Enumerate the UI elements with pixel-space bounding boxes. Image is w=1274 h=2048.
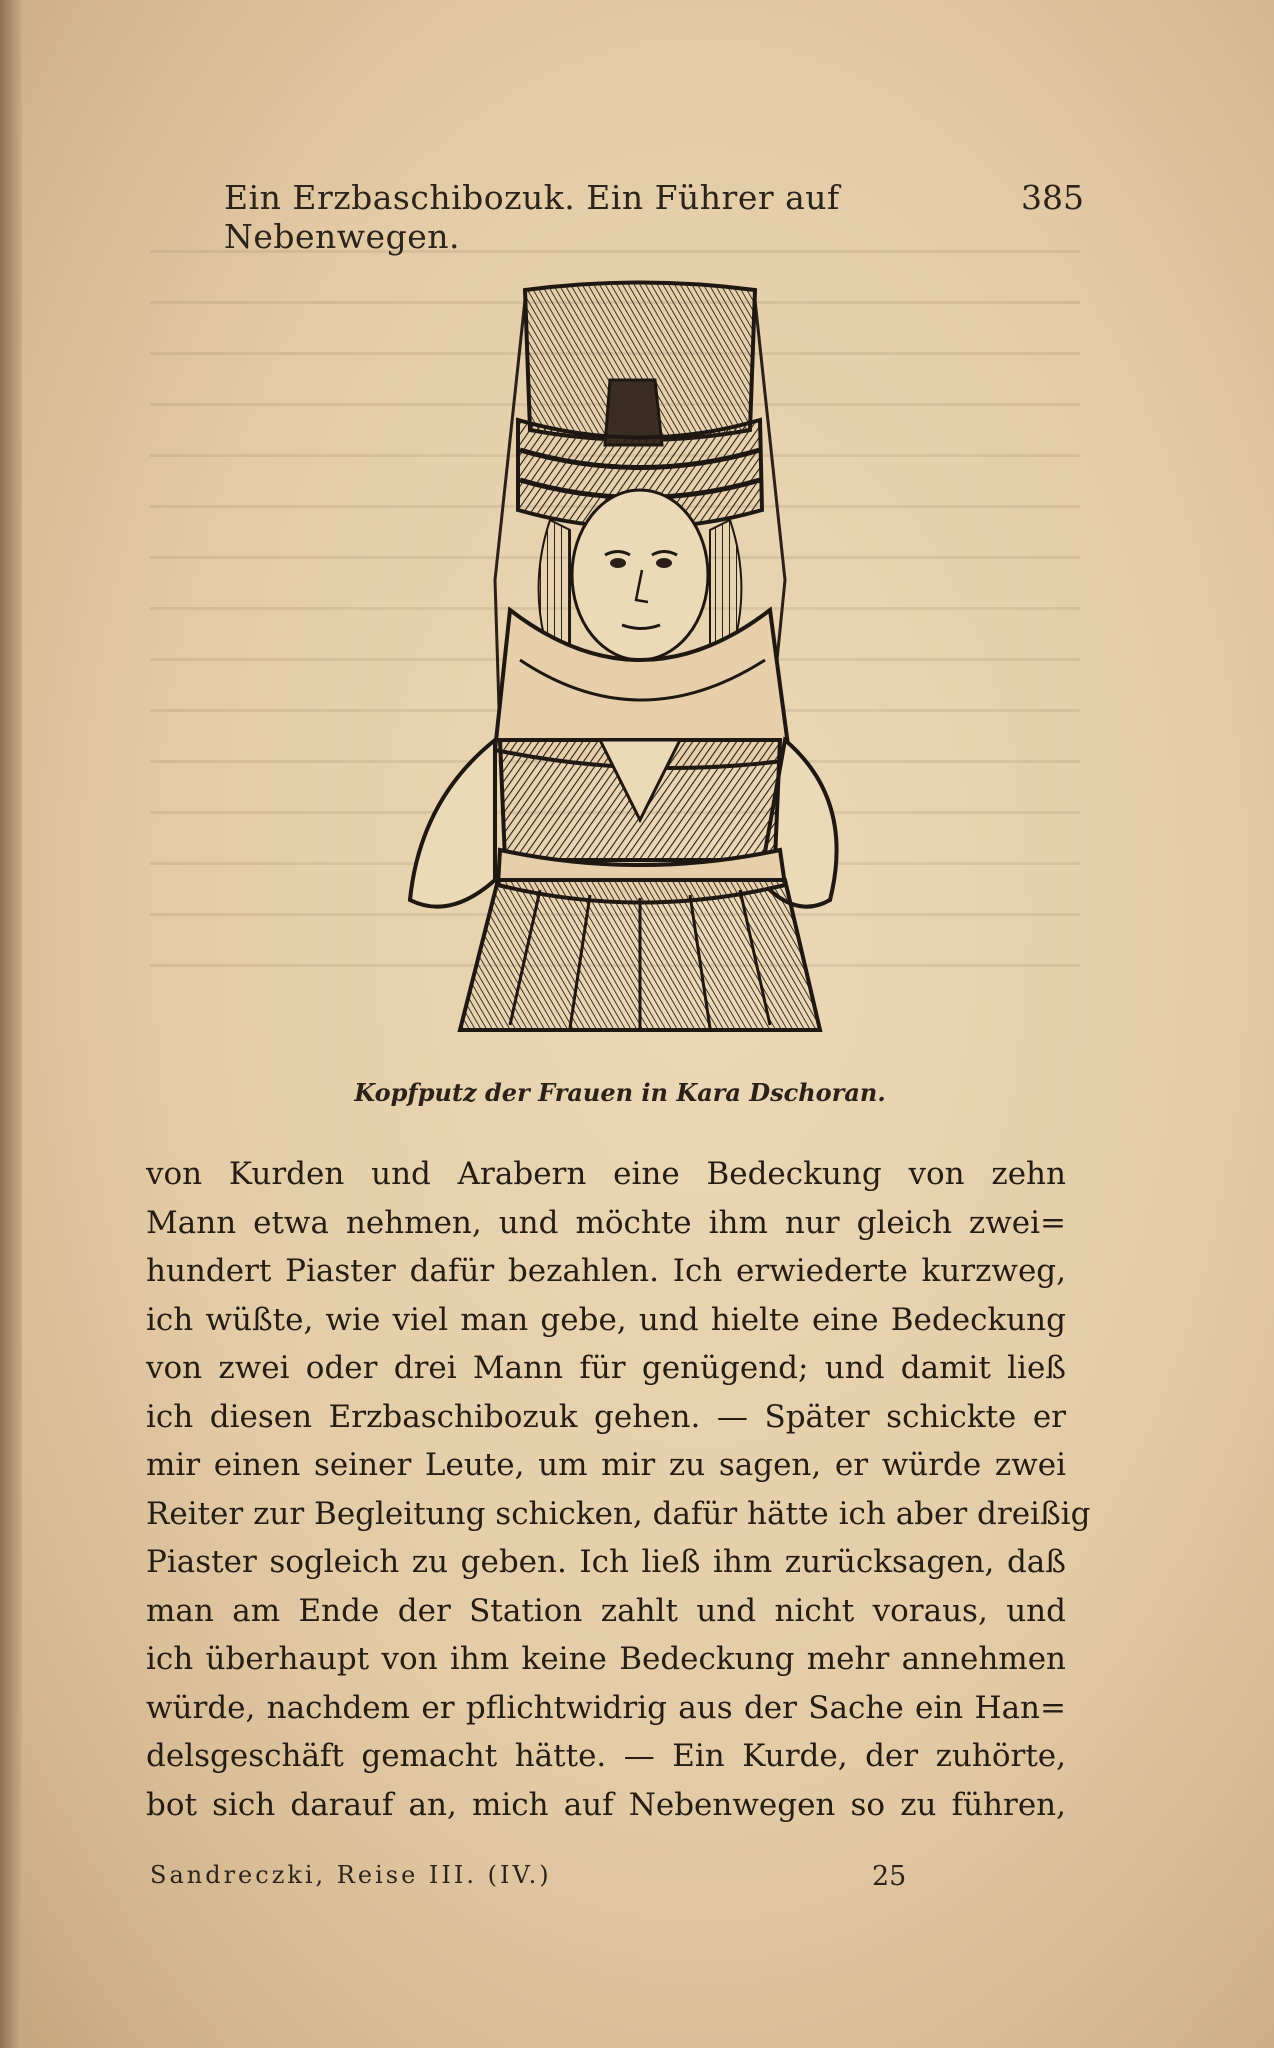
- signature-mark: Sandreczki, Reise III. (IV.): [150, 1861, 552, 1889]
- text-line: ich diesen Erzbaschibozuk gehen. — Später schickte er: [146, 1398, 1066, 1435]
- body-text: [146, 1150, 1091, 1829]
- running-title: Ein Erzbaschibozuk. Ein Führer auf Nebenwegen.: [224, 178, 840, 256]
- text-line: hundert Piaster dafür bezahlen. Ich erwiederte kurzweg,: [146, 1253, 1066, 1289]
- figure-caption: Kopfputz der Frauen in Kara Dschoran.: [354, 1078, 886, 1107]
- text-line: Piaster sogleich zu geben. Ich ließ ihm zurücksagen, daß: [146, 1544, 1066, 1580]
- text-line: ich überhaupt von ihm keine Bedeckung mehr annehmen: [146, 1641, 1066, 1677]
- text-line: würde, nachdem er pflichtwidrig aus der Sache ein Han=: [146, 1689, 1066, 1726]
- text-line: mir einen seiner Leute, um mir zu sagen, er würde zwei: [146, 1447, 1066, 1483]
- page-number: 385: [1021, 178, 1084, 217]
- text-line: delsgeschäft gemacht hätte. — Ein Kurde, der zuhörte,: [146, 1738, 1066, 1774]
- text-line: ich wüßte, wie viel man gebe, und hielte eine Bedeckung: [146, 1301, 1066, 1338]
- text-line: von Kurden und Arabern eine Bedeckung von zehn: [146, 1156, 1066, 1192]
- engraving-woman-headdress-icon: [400, 280, 840, 1040]
- text-line: man am Ende der Station zahlt und nicht voraus, und: [146, 1592, 1066, 1629]
- text-line: Reiter zur Begleitung schicken, dafür hätte ich aber dreißig: [146, 1495, 1091, 1532]
- page-footer: [150, 1855, 930, 1899]
- text-line: von zwei oder drei Mann für genügend; und damit ließ: [146, 1350, 1066, 1386]
- running-header: [224, 168, 1084, 256]
- page-gutter: [0, 0, 22, 2048]
- text-line: Mann etwa nehmen, und möchte ihm nur gleich zwei=: [146, 1204, 1066, 1241]
- text-line: bot sich darauf an, mich auf Nebenwegen so zu führen,: [146, 1786, 1066, 1823]
- sheet-number: 25: [872, 1861, 907, 1892]
